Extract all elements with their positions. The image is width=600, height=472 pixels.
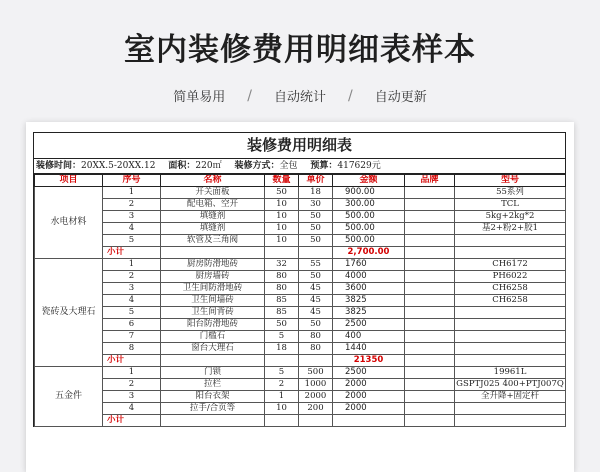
col-header-amount: 金额 — [333, 175, 405, 187]
table-row — [35, 271, 566, 283]
row-no: 7 — [103, 331, 161, 343]
row-brand — [405, 211, 455, 223]
empty-cell — [265, 415, 299, 427]
row-model: 19961L — [455, 367, 566, 379]
row-amount: 3825 — [333, 295, 405, 307]
row-brand — [405, 343, 455, 355]
col-header-no: 序号 — [103, 175, 161, 187]
row-no: 2 — [103, 379, 161, 391]
row-model: GSPTJ025 400+PTJ007Q — [456, 379, 564, 389]
row-name: 厨房防滑地砖 — [161, 259, 265, 271]
row-amount: 2500 — [333, 319, 405, 331]
col-header-qty: 数量 — [265, 175, 299, 187]
row-amount: 3600 — [333, 283, 405, 295]
row-brand — [405, 295, 455, 307]
row-amount: 2000 — [333, 391, 405, 403]
row-price: 45 — [299, 283, 333, 295]
empty-cell — [405, 247, 455, 259]
row-model — [455, 235, 566, 247]
budget-label: 预算： — [310, 161, 338, 171]
row-brand — [405, 319, 455, 331]
row-price: 18 — [299, 187, 333, 199]
row-model — [455, 403, 566, 415]
table-row — [35, 343, 566, 355]
row-name: 拉栏 — [161, 379, 265, 391]
row-brand — [405, 283, 455, 295]
row-qty: 10 — [265, 223, 299, 235]
table-row — [35, 235, 566, 247]
mode-value: 全包 — [279, 161, 298, 171]
row-no: 6 — [103, 319, 161, 331]
col-header-project: 项目 — [35, 175, 103, 187]
spreadsheet-preview — [26, 122, 574, 472]
row-price: 1000 — [299, 379, 333, 391]
table-row — [35, 379, 566, 391]
row-brand — [405, 307, 455, 319]
row-amount: 1440 — [333, 343, 405, 355]
empty-cell — [161, 247, 265, 259]
row-no: 3 — [103, 391, 161, 403]
subtotal-row — [35, 415, 566, 427]
row-brand — [405, 271, 455, 283]
row-no: 5 — [103, 307, 161, 319]
table-row — [35, 211, 566, 223]
row-model: 基2+粉2+胶1 — [455, 223, 566, 235]
table-row — [35, 199, 566, 211]
row-name: 拉手/合页等 — [161, 403, 265, 415]
table-row — [35, 187, 566, 199]
table-row — [35, 259, 566, 271]
row-price: 80 — [299, 331, 333, 343]
row-qty: 85 — [265, 295, 299, 307]
tagline-easy: 简单易用 — [173, 90, 226, 105]
row-model — [455, 307, 566, 319]
row-name: 卫生间墙砖 — [161, 295, 265, 307]
row-no: 2 — [103, 271, 161, 283]
row-brand — [405, 403, 455, 415]
row-name: 填缝剂 — [161, 223, 265, 235]
row-qty: 5 — [265, 331, 299, 343]
row-model: 全升降+固定杆 — [455, 391, 566, 403]
empty-cell — [161, 415, 265, 427]
row-qty: 85 — [265, 307, 299, 319]
row-no: 4 — [103, 223, 161, 235]
row-price: 50 — [299, 223, 333, 235]
row-no: 4 — [103, 403, 161, 415]
row-amount: 3825 — [333, 307, 405, 319]
table-row — [35, 391, 566, 403]
row-brand — [405, 187, 455, 199]
row-qty: 50 — [265, 187, 299, 199]
row-qty: 2 — [265, 379, 299, 391]
subtotal-row — [35, 247, 566, 259]
row-model: CH6172 — [455, 259, 566, 271]
page-title: 室内装修费用明细表样本 — [124, 32, 476, 68]
row-brand — [405, 259, 455, 271]
subtotal-label: 小计 — [103, 247, 161, 259]
row-amount: 300.00 — [333, 199, 405, 211]
row-name: 软管及三角阀 — [161, 235, 265, 247]
row-model: 55系列 — [455, 187, 566, 199]
row-price: 200 — [299, 403, 333, 415]
row-qty: 50 — [265, 319, 299, 331]
row-brand — [405, 379, 455, 391]
time-value: 20XX.5-20XX.12 — [81, 161, 156, 171]
row-qty: 32 — [265, 259, 299, 271]
table-row — [35, 223, 566, 235]
row-brand — [405, 235, 455, 247]
sheet-title: 装修费用明细表 — [34, 133, 565, 159]
empty-cell — [455, 247, 566, 259]
row-price: 45 — [299, 307, 333, 319]
row-model — [455, 343, 566, 355]
row-amount: 500.00 — [333, 211, 405, 223]
row-name: 门锁 — [161, 367, 265, 379]
row-no: 4 — [103, 295, 161, 307]
tagline-separator: / — [247, 87, 252, 104]
row-price: 500 — [299, 367, 333, 379]
row-price: 50 — [299, 319, 333, 331]
col-header-name: 名称 — [161, 175, 265, 187]
row-name: 窗台大理石 — [161, 343, 265, 355]
tagline-bar — [0, 86, 600, 105]
row-amount: 500.00 — [333, 223, 405, 235]
row-model — [455, 331, 566, 343]
row-qty: 80 — [265, 271, 299, 283]
row-no: 1 — [103, 259, 161, 271]
row-price: 50 — [299, 271, 333, 283]
row-price: 45 — [299, 295, 333, 307]
row-no: 8 — [103, 343, 161, 355]
row-amount: 2500 — [333, 367, 405, 379]
row-name: 卫生间背砖 — [161, 307, 265, 319]
table-row — [35, 283, 566, 295]
budget-value: 417629元 — [337, 161, 381, 171]
subtotal-label: 小计 — [103, 415, 161, 427]
sheet-frame — [33, 132, 566, 427]
row-name: 阳台衣架 — [161, 391, 265, 403]
empty-cell — [299, 247, 333, 259]
row-qty: 1 — [265, 391, 299, 403]
empty-cell — [405, 415, 455, 427]
row-name: 厨房墙砖 — [161, 271, 265, 283]
row-amount: 400 — [333, 331, 405, 343]
subtotal-amount — [333, 415, 405, 427]
empty-cell — [455, 415, 566, 427]
row-qty: 18 — [265, 343, 299, 355]
row-brand — [405, 331, 455, 343]
row-price: 50 — [299, 235, 333, 247]
row-no: 1 — [103, 367, 161, 379]
row-name: 门槛石 — [161, 331, 265, 343]
row-qty: 10 — [265, 235, 299, 247]
empty-cell — [161, 355, 265, 367]
category-cell: 瓷砖及大理石 — [35, 259, 103, 367]
time-label: 装修时间： — [36, 161, 82, 171]
row-qty: 10 — [265, 199, 299, 211]
row-price: 80 — [299, 343, 333, 355]
row-price: 2000 — [299, 391, 333, 403]
col-header-brand: 品牌 — [405, 175, 455, 187]
table-row — [35, 319, 566, 331]
empty-cell — [265, 247, 299, 259]
empty-cell — [299, 355, 333, 367]
row-model: 5kg+2kg*2 — [455, 211, 566, 223]
row-brand — [405, 199, 455, 211]
empty-cell — [265, 355, 299, 367]
category-cell: 五金件 — [35, 367, 103, 427]
category-cell: 水电材料 — [35, 187, 103, 259]
row-model: TCL — [455, 199, 566, 211]
row-amount: 900.00 — [333, 187, 405, 199]
row-amount: 1760 — [333, 259, 405, 271]
row-price: 50 — [299, 211, 333, 223]
tagline-separator: / — [348, 87, 353, 104]
area-label: 面积： — [168, 161, 196, 171]
row-brand — [405, 223, 455, 235]
table-row — [35, 331, 566, 343]
subtotal-amount: 21350 — [333, 355, 405, 367]
tagline-auto-update: 自动更新 — [374, 90, 427, 105]
tagline-auto-stats: 自动统计 — [273, 90, 326, 105]
row-amount: 2000 — [333, 403, 405, 415]
row-no: 3 — [103, 211, 161, 223]
subtotal-row — [35, 355, 566, 367]
row-no: 1 — [103, 187, 161, 199]
row-amount: 500.00 — [333, 235, 405, 247]
row-brand — [405, 391, 455, 403]
col-header-price: 单价 — [299, 175, 333, 187]
row-no: 3 — [103, 283, 161, 295]
row-name: 填缝剂 — [161, 211, 265, 223]
row-qty: 10 — [265, 211, 299, 223]
row-qty: 10 — [265, 403, 299, 415]
row-name: 配电箱、空开 — [161, 199, 265, 211]
area-value: 220㎡ — [195, 161, 222, 171]
row-brand — [405, 367, 455, 379]
row-price: 30 — [299, 199, 333, 211]
subtotal-amount: 2,700.00 — [333, 247, 405, 259]
row-model: PH6022 — [455, 271, 566, 283]
table-row — [35, 307, 566, 319]
row-no: 2 — [103, 199, 161, 211]
subtotal-label: 小计 — [103, 355, 161, 367]
row-name: 阳台防滑地砖 — [161, 319, 265, 331]
row-model — [455, 319, 566, 331]
row-name: 开关面板 — [161, 187, 265, 199]
empty-cell — [405, 355, 455, 367]
row-price: 55 — [299, 259, 333, 271]
row-qty: 5 — [265, 367, 299, 379]
table-row — [35, 367, 566, 379]
mode-label: 装修方式： — [234, 161, 280, 171]
row-qty: 80 — [265, 283, 299, 295]
row-name: 卫生间防滑地砖 — [161, 283, 265, 295]
row-amount: 2000 — [333, 379, 405, 391]
row-model: CH6258 — [455, 283, 566, 295]
table-body — [35, 187, 566, 427]
table-row — [35, 403, 566, 415]
col-header-model: 型号 — [455, 175, 566, 187]
cost-table — [34, 174, 566, 427]
table-header-row — [35, 175, 566, 187]
empty-cell — [455, 355, 566, 367]
meta-row — [34, 159, 565, 174]
table-row — [35, 295, 566, 307]
row-model: CH6258 — [455, 295, 566, 307]
empty-cell — [299, 415, 333, 427]
row-amount: 4000 — [333, 271, 405, 283]
row-no: 5 — [103, 235, 161, 247]
